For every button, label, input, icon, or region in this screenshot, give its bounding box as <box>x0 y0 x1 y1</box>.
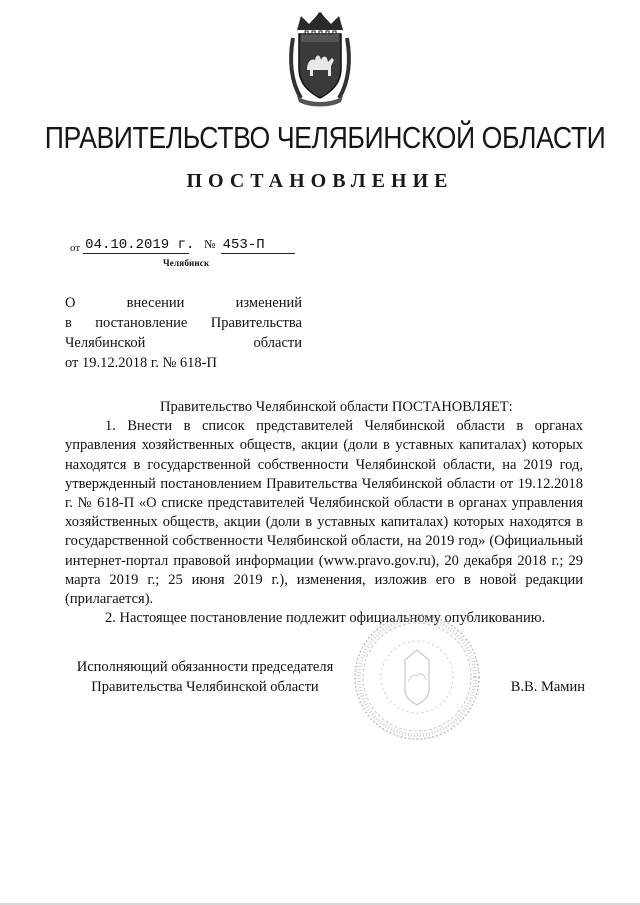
subject-line-1: О внесении изменений <box>65 295 302 311</box>
signer-name: В.В. Мамин <box>510 679 585 695</box>
subject-line-4: от 19.12.2018 г. № 618-П <box>65 355 217 371</box>
body-paragraph-1: 1. Внести в список представителей Челябинской области в органах управления хозяйственных обществ, акции (доли в уставных капиталах) которых находятся в государственной собственности Челябинской области, на 2019 год, утвержденный постановлением Правительства Челябинской области от 19.12.2018 г. № 618-П «О списке представителей Челябинской области в органах управления хозяйственных обществ, акции (доли в уставных капиталах) которых находятся в государственной собственности Челябинской области, на 2019 год» (Официальный интернет-портал правовой информации (www.pravo.gov.ru), 20 декабря 2018 г.; 29 марта 2019 г.; 25 июня 2019 г.), изменения, изложив его в новой редакции (прилагается). <box>65 418 583 608</box>
document-place: Челябинск <box>163 258 210 268</box>
official-seal-icon <box>350 610 485 745</box>
body-paragraph-2: 2. Настоящее постановление подлежит официальному опубликованию. <box>105 610 546 627</box>
document-body <box>65 398 583 628</box>
signer-position <box>65 657 345 697</box>
document-type: ПОСТАНОВЛЕНИЕ <box>186 170 454 192</box>
document-date: 04.10.2019 г. <box>85 237 195 253</box>
subject-line-3: Челябинской области <box>65 335 302 351</box>
government-title: ПРАВИТЕЛЬСТВО ЧЕЛЯБИНСКОЙ ОБЛАСТИ <box>44 120 606 155</box>
document-subject <box>65 293 302 373</box>
signer-position-line-2: Правительства Челябинской области <box>91 679 319 695</box>
body-intro: Правительство Челябинской области ПОСТАНОВЛЯЕТ: <box>160 399 513 415</box>
subject-line-2: в постановление Правительства <box>65 315 302 331</box>
date-prefix: от <box>70 242 81 254</box>
document-number: 453-П <box>221 237 295 254</box>
document-date-number <box>70 237 295 259</box>
coat-of-arms-icon <box>287 10 353 108</box>
signer-position-line-1: Исполняющий обязанности председателя <box>76 659 334 675</box>
number-sign: № <box>204 237 216 251</box>
